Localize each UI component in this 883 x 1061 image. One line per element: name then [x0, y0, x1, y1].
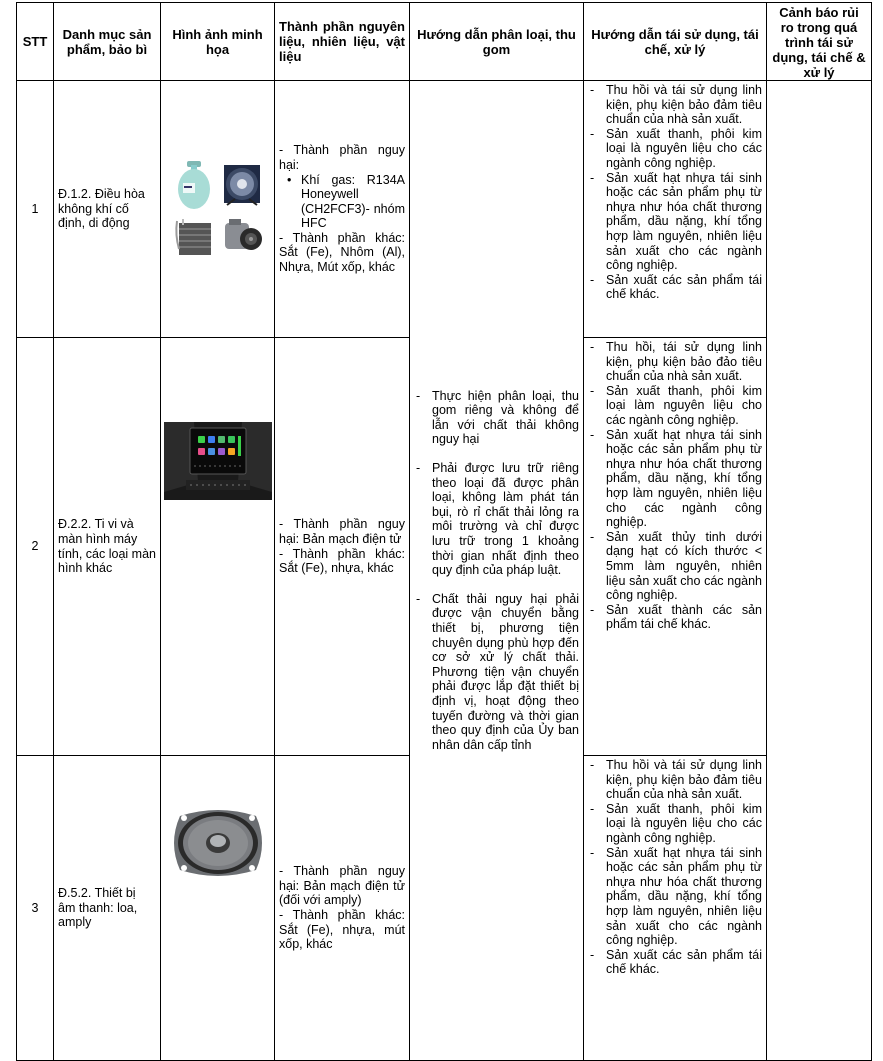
reuse-list: [588, 758, 762, 977]
sorting-guide-item: - Phải được lưu trữ riêng theo loại đã được phân loại, không làm phát tán bụi, rò rỉ chất thải lỏng ra môi trường và chỉ được lưu trữ trong 1 khoảng thời gian nhất định theo quy định của pháp luật.: [414, 461, 579, 578]
ac-compressor-icon: [221, 215, 263, 259]
sorting-guide-item: - Chất thải nguy hại phải được vận chuyển bằng thiết bị, phương tiện chuyên dụng phù hợp đến cơ sở xử lý chất thải. Phương tiện vận chuyển phải được lắp đặt thiết bị định vị, hoạt động theo tuyến đường và thời gian theo quy định của Ủy ban nhân dân cấp tỉnh: [414, 592, 579, 753]
sorting-guide-cell: [410, 81, 584, 1061]
row-stt: 2: [17, 338, 54, 756]
row-composition: [275, 338, 410, 756]
ac-parts-image: [161, 159, 274, 259]
waste-guidance-table: [16, 2, 872, 1061]
reuse-item: - Sản xuất các sản phẩm tái chế khác.: [588, 273, 762, 302]
evaporator-coil-icon: [173, 215, 215, 259]
car-infotainment-screen-icon: [164, 422, 272, 500]
sorting-guide-item: - Thực hiện phân loại, thu gom riêng và không để lẫn với chất thải không nguy hại: [414, 389, 579, 447]
hazard-list: [279, 173, 405, 231]
composition-hazard-label: - Thành phần nguy hại:: [279, 143, 405, 172]
row-reuse: [584, 756, 767, 1061]
header-sorting: Hướng dẫn phân loại, thu gom: [410, 3, 584, 81]
composition-other: - Thành phần khác: Sắt (Fe), Nhôm (Al), Nhựa, Mút xốp, khác: [279, 230, 405, 275]
sorting-guide-list: [414, 389, 579, 753]
row-category: Đ.5.2. Thiết bị âm thanh: loa, amply: [54, 756, 161, 1061]
header-category: Danh mục sản phẩm, bảo bì: [54, 3, 161, 81]
reuse-item: - Sản xuất thanh, phôi kim loại là nguyên liệu cho các ngành công nghiệp.: [588, 127, 762, 171]
row-category: Đ.1.2. Điều hòa không khí cố định, di động: [54, 81, 161, 338]
row-stt: 1: [17, 81, 54, 338]
header-image: Hình ảnh minh họa: [161, 3, 275, 81]
reuse-item: - Sản xuất thủy tinh dưới dạng hạt có kích thước < 5mm làm nguyên, nhiên liệu sản xuất cho các ngành công nghiệp.: [588, 530, 762, 603]
row-warning: [767, 81, 872, 1061]
hazard-item: • Khí gas: R134A Honeywell (CH2FCF3)- nhóm HFC: [301, 173, 405, 231]
reuse-item: - Sản xuất thanh, phôi kim loại là nguyên liệu cho các ngành công nghiệp.: [588, 802, 762, 846]
composition-hazard-label: - Thành phần nguy hại: Bản mạch điện tử: [279, 517, 405, 546]
row-reuse: [584, 338, 767, 756]
reuse-item: - Thu hồi và tái sử dụng linh kiện, phụ kiện bảo đảm tiêu chuẩn của nhà sản xuất.: [588, 758, 762, 802]
header-warning: Cảnh báo rủi ro trong quá trình tái sử dụng, tái chế & xử lý: [767, 3, 872, 81]
header-reuse: Hướng dẫn tái sử dụng, tái chế, xử lý: [584, 3, 767, 81]
row-composition: [275, 81, 410, 338]
header-stt: STT: [17, 3, 54, 81]
reuse-item: - Sản xuất hạt nhựa tái sinh hoặc các sản phẩm phụ từ nhựa như hóa chất thương phẩm, dầu nặng, khí tổng hợp làm nguyên, nhiên liệu sản xuất cho các ngành công nghiệp.: [588, 846, 762, 948]
table-row: [17, 81, 872, 338]
row-composition: [275, 756, 410, 1061]
speaker-icon: [170, 806, 266, 880]
composition-other: - Thành phần khác: Sắt (Fe), nhựa, khác: [279, 546, 405, 576]
composition-hazard-label: - Thành phần nguy hại: Bản mạch điện tử (đối với amply): [279, 864, 405, 908]
row-stt: 3: [17, 756, 54, 1061]
reuse-list: [588, 83, 762, 302]
row-reuse: [584, 81, 767, 338]
header-composition: Thành phần nguyên liệu, nhiên liệu, vật liệu: [275, 3, 410, 81]
reuse-item: - Sản xuất các sản phẩm tái chế khác.: [588, 948, 762, 977]
condenser-fan-icon: [221, 159, 263, 211]
row-category: Đ.2.2. Ti vi và màn hình máy tính, các loại màn hình khác: [54, 338, 161, 756]
reuse-item: - Sản xuất thành các sản phẩm tái chế khác.: [588, 603, 762, 632]
row-image-cell: [161, 756, 275, 1061]
row-image-cell: [161, 338, 275, 756]
reuse-list: [588, 340, 762, 632]
reuse-item: - Sản xuất thanh, phôi kim loại làm nguyên liệu cho các ngành công nghiệp.: [588, 384, 762, 428]
reuse-item: - Sản xuất hạt nhựa tái sinh hoặc các sản phẩm phụ từ nhựa như hóa chất thương phẩm, dầu nặng, khí tổng hợp làm nguyên, nhiên liệu sản xuất cho các ngành công nghiệp.: [588, 171, 762, 273]
composition-other: - Thành phần khác: Sắt (Fe), nhựa, mút xốp, khác: [279, 908, 405, 952]
refrigerant-gas-tank-icon: [173, 159, 215, 211]
header-row: [17, 3, 872, 81]
reuse-item: - Thu hồi và tái sử dụng linh kiện, phụ kiện bảo đảm tiêu chuẩn của nhà sản xuất.: [588, 83, 762, 127]
reuse-item: - Sản xuất hạt nhựa tái sinh hoặc các sản phẩm phụ từ nhựa như hóa chất thương phẩm, dầu nặng, khí tổng hợp làm nguyên, nhiên liệu cho các ngành công nghiệp.: [588, 428, 762, 530]
row-image-cell: [161, 81, 275, 338]
reuse-item: - Thu hồi, tái sử dụng linh kiện, phụ kiện bảo đảo tiêu chuẩn của nhà sản xuất.: [588, 340, 762, 384]
